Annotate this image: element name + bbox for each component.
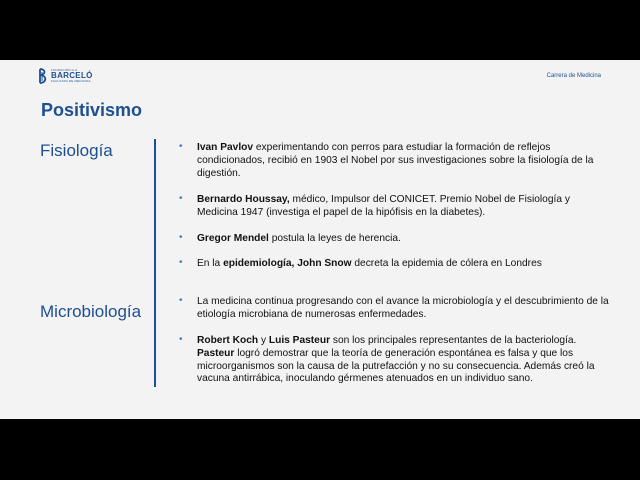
logo: [38, 68, 93, 84]
bullet-text-run: logró demostrar que la teoría de generación espontánea es falsa y que los microorganismos son la causa de la putrefacción y no su consecuencia. Además creó la vacuna antirrábica, inoculando gérmenes atenuados en un individuo sano.: [197, 347, 595, 385]
bullet-text: [197, 142, 612, 180]
bullet-dot-icon: •: [179, 257, 183, 268]
bullet-item: [180, 142, 612, 180]
bullet-text-run: son los principales representantes de la bacteriología.: [330, 335, 577, 346]
bullet-text: [197, 296, 612, 322]
bullet-item: [180, 335, 612, 386]
slide-title: Positivismo: [41, 100, 143, 120]
bullet-bold-run: Pasteur: [197, 347, 235, 359]
bullet-bold-run: Robert Koch: [197, 335, 259, 346]
bullet-dot-icon: •: [179, 334, 183, 345]
bullet-item: [180, 233, 612, 246]
logo-top-text: FUNDACIÓN H.A.: [51, 68, 79, 72]
bullet-dot-icon: •: [179, 295, 183, 306]
bullet-text: [197, 194, 612, 220]
bullet-dot-icon: •: [179, 193, 183, 204]
bullet-text-run: médico, Impulsor del CONICET. Premio Nobel de Fisiología y Medicina 1947 (investiga el papel de la hipófisis en la diabetes).: [197, 194, 570, 218]
bullet-bold-run: Ivan Pavlov: [197, 142, 254, 153]
bullet-bold-run: epidemiología, John Snow: [223, 258, 352, 269]
bullet-dot-icon: •: [179, 232, 183, 243]
bullet-text-run: En la: [197, 258, 224, 269]
bullet-text-run: decreta la epidemia de cólera en Londres: [351, 258, 542, 269]
bullet-text-run: postula la leyes de herencia.: [268, 233, 401, 244]
bullet-dot-icon: •: [179, 141, 183, 152]
barcelo-logo-icon: [38, 68, 48, 84]
section-label-microbiologia: Microbiología: [40, 302, 142, 321]
bullet-text: [197, 335, 612, 386]
career-label: Carrera de Medicina: [546, 73, 601, 79]
bullet-text-run: experimentando con perros para estudiar la formación de reflejos condicionados, recibió en 1903 el Nobel por sus investigaciones sobre la fisiología de la digestión.: [197, 142, 594, 179]
bullet-item: [180, 296, 612, 322]
bullet-bold-run: Bernardo Houssay,: [197, 194, 290, 205]
bullet-text-run: La medicina continua progresando con el avance la microbiología y el descubrimiento de la etiología microbiana de numerosas enfermedades.: [197, 296, 609, 320]
bullet-bold-run: Luis Pasteur: [268, 335, 331, 346]
bullet-text: [197, 233, 612, 246]
bullet-item: [180, 194, 612, 220]
section-divider: [154, 139, 156, 387]
bullet-bold-run: Gregor Mendel: [197, 233, 269, 244]
logo-bottom-text: FACULTAD DE MEDICINA: [51, 79, 91, 83]
bullet-text-run: y: [258, 335, 269, 346]
slide: [0, 60, 640, 419]
bullet-text: [197, 258, 612, 271]
bullet-item: [180, 258, 612, 271]
logo-name: BARCELÓ: [51, 71, 93, 80]
section-label-fisiologia: Fisiología: [40, 141, 113, 160]
